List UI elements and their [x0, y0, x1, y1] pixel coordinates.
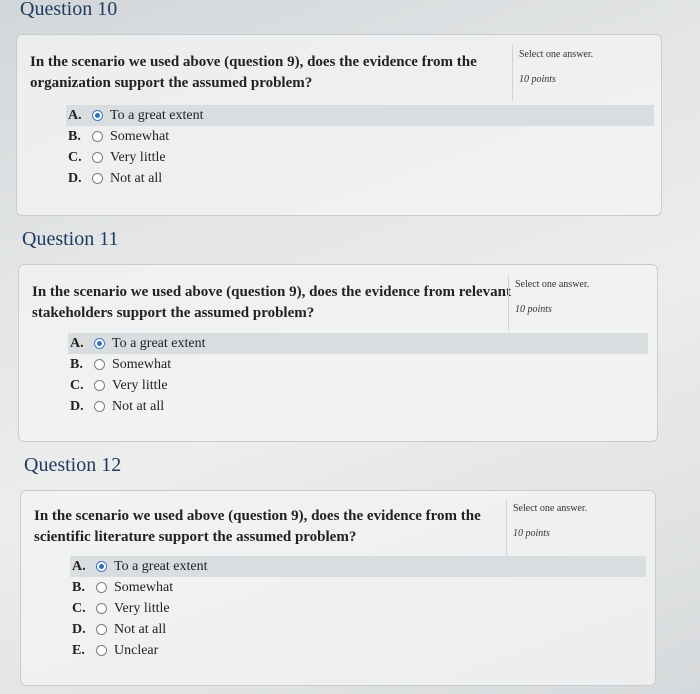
option-letter: B. [68, 129, 81, 144]
question-11-option-d[interactable] [68, 396, 648, 417]
question-12-option-e[interactable] [70, 640, 646, 661]
radio-unchecked-icon[interactable] [92, 173, 103, 184]
question-11-option-c[interactable] [68, 375, 648, 396]
option-letter: C. [68, 150, 82, 165]
question-11-options [68, 333, 648, 417]
question-12-option-d[interactable] [70, 619, 646, 640]
radio-unchecked-icon[interactable] [94, 380, 105, 391]
question-11-instruction: Select one answer. [515, 279, 590, 290]
radio-checked-icon[interactable] [96, 561, 107, 572]
question-11-points: 10 points [515, 304, 552, 315]
option-label: To a great extent [110, 108, 204, 123]
option-letter: D. [70, 399, 84, 414]
question-11-option-a[interactable] [68, 333, 648, 354]
question-10-option-c[interactable] [66, 147, 654, 168]
question-12-option-c[interactable] [70, 598, 646, 619]
radio-unchecked-icon[interactable] [96, 582, 107, 593]
radio-unchecked-icon[interactable] [94, 359, 105, 370]
option-letter: C. [72, 601, 86, 616]
option-letter: E. [72, 643, 85, 658]
question-10-options [66, 105, 654, 189]
question-12-points: 10 points [513, 528, 550, 539]
radio-unchecked-icon[interactable] [92, 131, 103, 142]
option-label: To a great extent [112, 336, 206, 351]
question-12-instruction: Select one answer. [513, 503, 588, 514]
question-10-heading: Question 10 [20, 0, 118, 20]
question-11-text: In the scenario we used above (question 9), does the evidence from relevant stakeholders support the assumed problem? [32, 284, 511, 321]
question-10-instruction: Select one answer. [519, 49, 594, 60]
option-label: Not at all [110, 171, 163, 186]
option-label: Somewhat [110, 129, 170, 144]
radio-unchecked-icon[interactable] [94, 401, 105, 412]
question-12-meta [506, 499, 623, 555]
option-letter: A. [72, 559, 86, 574]
option-letter: D. [72, 622, 86, 637]
question-11-heading: Question 11 [22, 228, 119, 250]
option-label: Not at all [112, 399, 165, 414]
question-11-option-b[interactable] [68, 354, 648, 375]
option-label: Somewhat [114, 580, 174, 595]
option-letter: B. [72, 580, 85, 595]
question-10-option-a[interactable] [66, 105, 654, 126]
question-10-points: 10 points [519, 74, 556, 85]
option-label: Not at all [114, 622, 167, 637]
option-label: Unclear [114, 643, 159, 658]
radio-unchecked-icon[interactable] [96, 645, 107, 656]
option-letter: C. [70, 378, 84, 393]
option-label: Somewhat [112, 357, 172, 372]
question-10-meta [512, 45, 629, 101]
option-letter: B. [70, 357, 83, 372]
radio-checked-icon[interactable] [92, 110, 103, 121]
question-12-option-a[interactable] [70, 556, 646, 577]
option-label: Very little [114, 601, 170, 616]
option-letter: D. [68, 171, 82, 186]
radio-unchecked-icon[interactable] [92, 152, 103, 163]
option-label: Very little [110, 150, 166, 165]
option-label: To a great extent [114, 559, 208, 574]
radio-unchecked-icon[interactable] [96, 603, 107, 614]
question-10-option-d[interactable] [66, 168, 654, 189]
question-12-options [70, 556, 646, 661]
question-11-meta [508, 275, 625, 331]
option-letter: A. [68, 108, 82, 123]
question-12-heading: Question 12 [24, 454, 122, 476]
option-letter: A. [70, 336, 84, 351]
radio-checked-icon[interactable] [94, 338, 105, 349]
question-10-text: In the scenario we used above (question 9), does the evidence from the organization support the assumed problem? [30, 54, 477, 91]
question-10-option-b[interactable] [66, 126, 654, 147]
radio-unchecked-icon[interactable] [96, 624, 107, 635]
question-12-text: In the scenario we used above (question 9), does the evidence from the scientific literature support the assumed problem? [34, 508, 481, 545]
question-12-option-b[interactable] [70, 577, 646, 598]
option-label: Very little [112, 378, 168, 393]
